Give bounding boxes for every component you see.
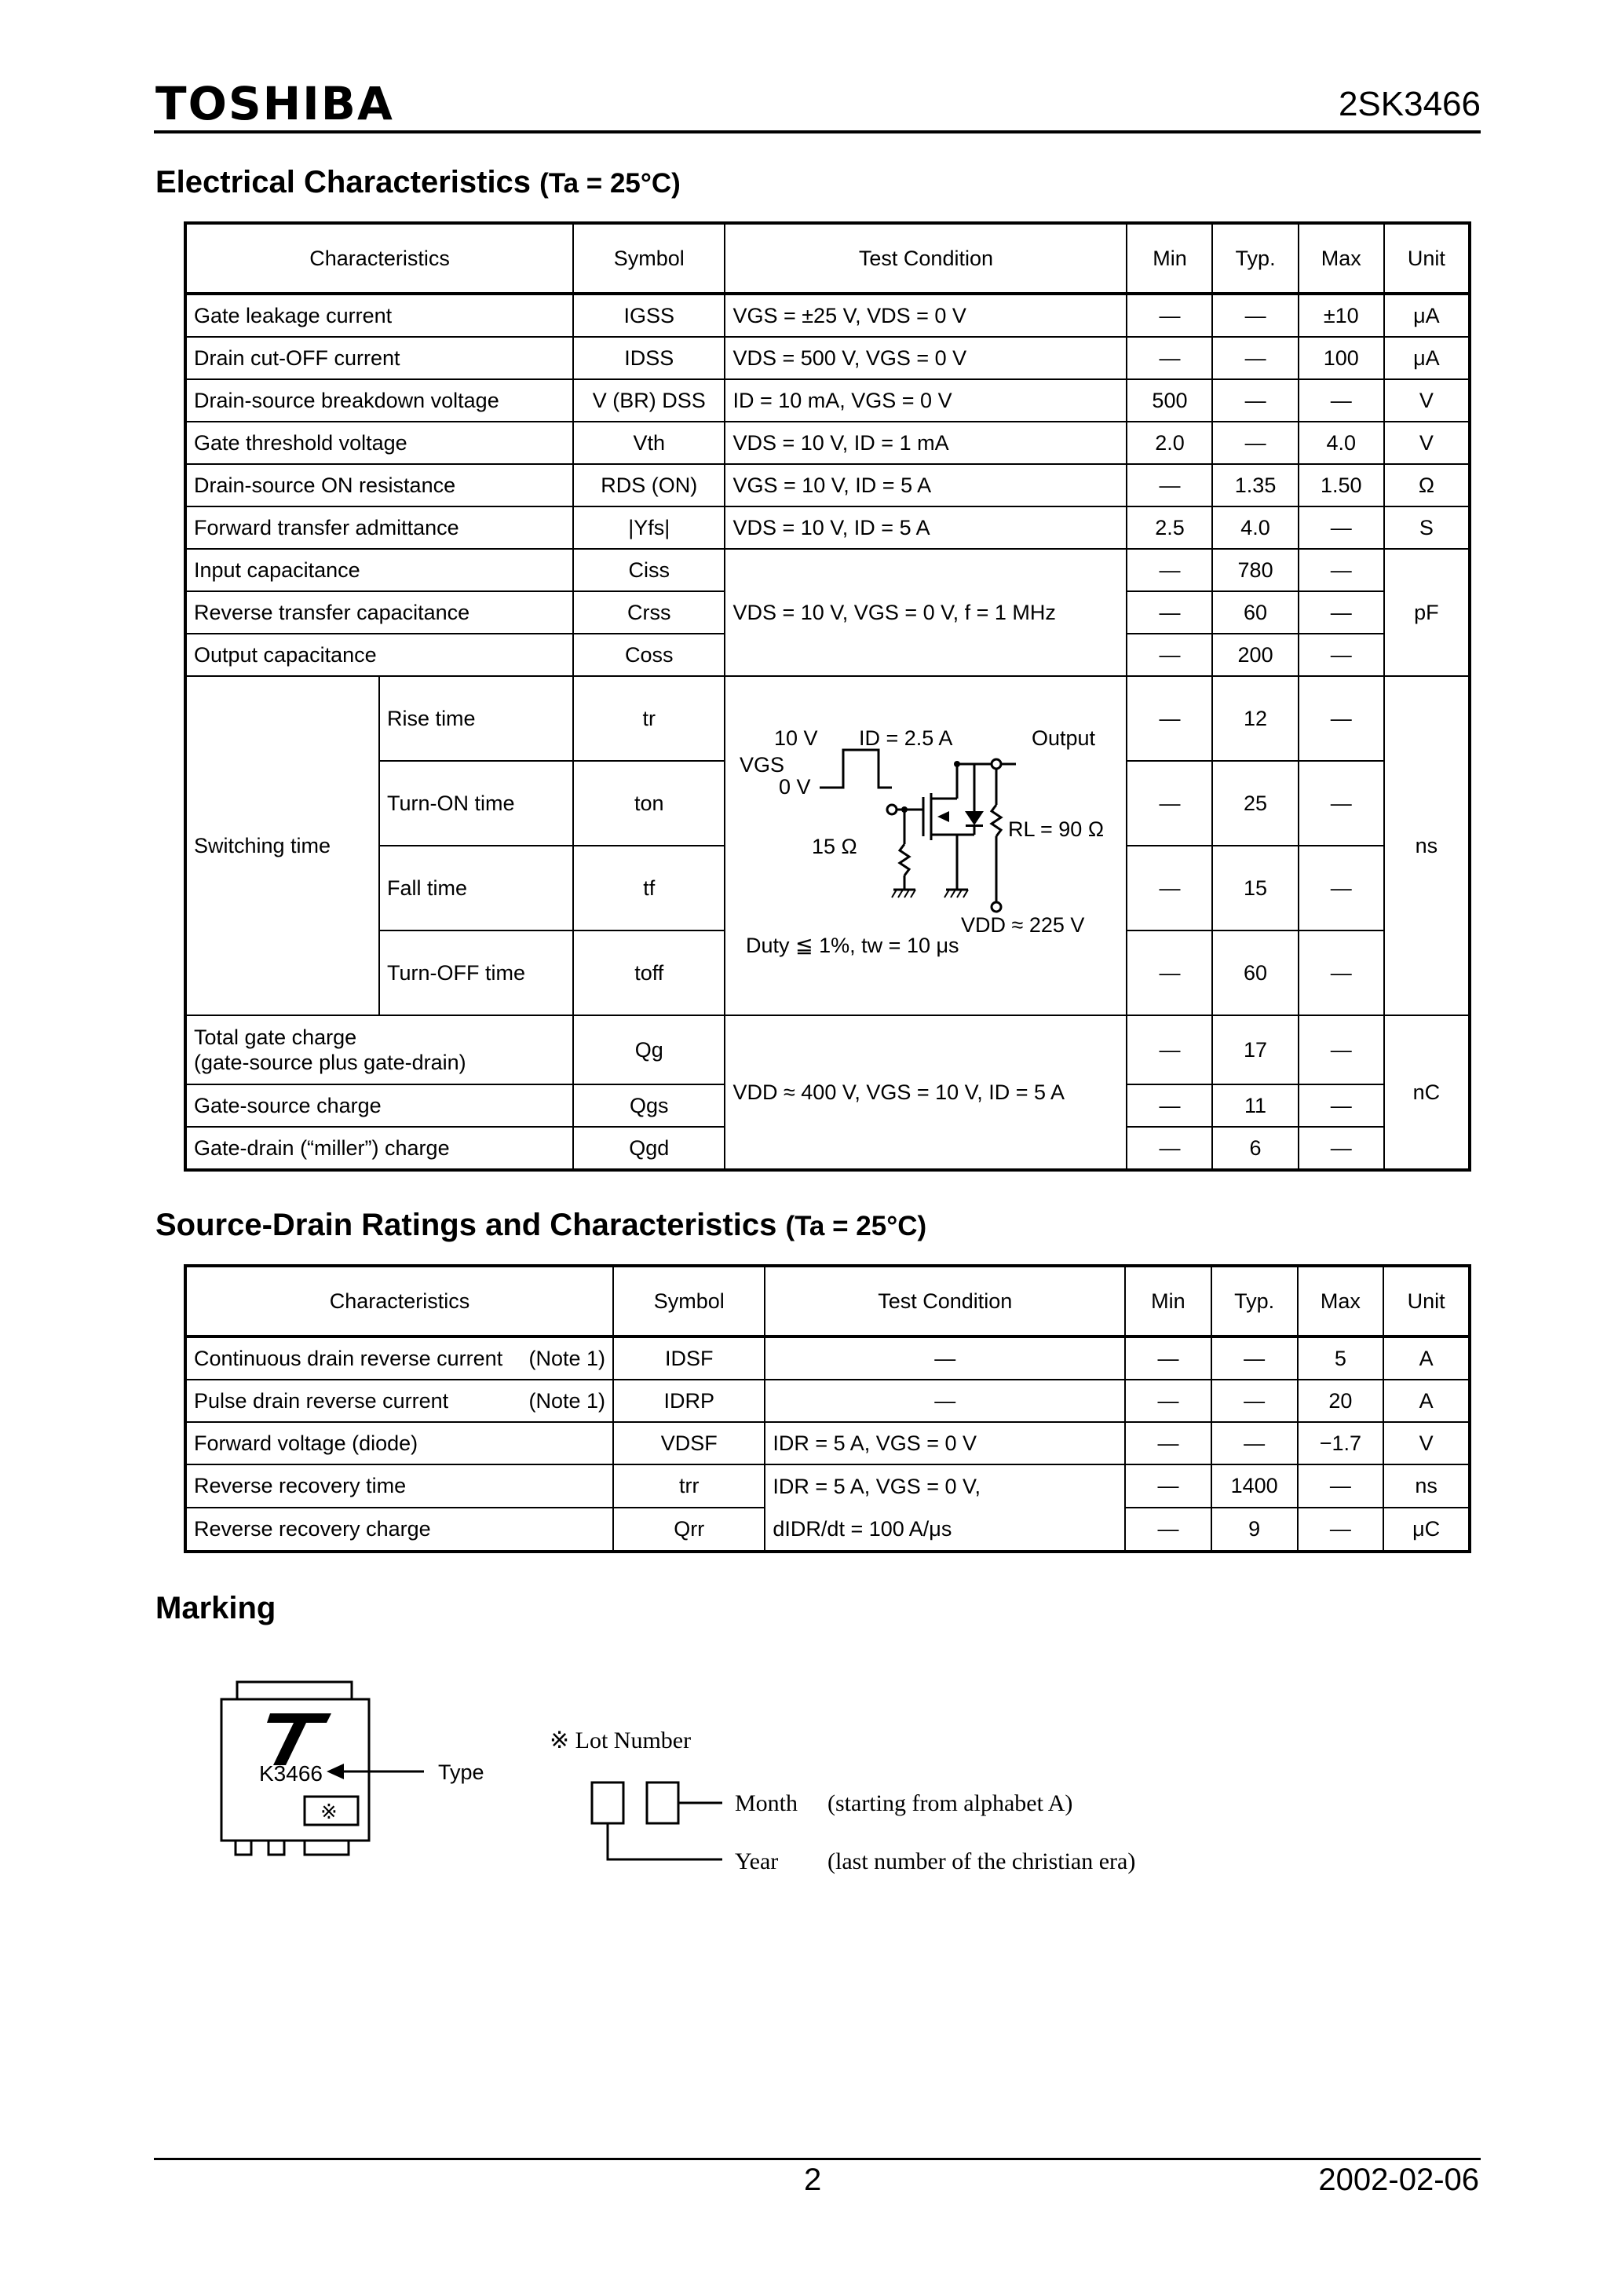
row-max: −1.7 (1298, 1422, 1384, 1464)
row-name: Turn-ON time (379, 761, 573, 846)
col-header: Max (1299, 223, 1384, 294)
row-note: (Note 1) (528, 1346, 606, 1370)
table-row (185, 1464, 1470, 1508)
row-name: Input capacitance (185, 549, 573, 591)
title-cond: (Ta = 25°C) (785, 1211, 927, 1241)
row-typ: 780 (1212, 549, 1298, 591)
row-symbol: ton (573, 761, 725, 846)
source-drain-table (184, 1264, 1471, 1553)
row-max: 20 (1298, 1380, 1384, 1422)
row-symbol: RDS (ON) (573, 464, 725, 506)
row-max: — (1299, 930, 1384, 1015)
circuit-rl-label: RL = 90 Ω (1008, 817, 1105, 841)
electrical-table (184, 221, 1471, 1172)
row-typ: 60 (1212, 930, 1298, 1015)
row-unit: A (1383, 1380, 1470, 1422)
row-cond-merged (765, 1464, 1125, 1552)
row-symbol: Coss (573, 634, 725, 676)
month-label: Month (735, 1790, 798, 1816)
col-header: Min (1125, 1266, 1211, 1336)
row-max: — (1299, 591, 1384, 634)
row-cond: — (765, 1336, 1125, 1380)
title-cond: (Ta = 25°C) (539, 168, 681, 199)
row-max: — (1299, 549, 1384, 591)
row-name-sub: (gate-source plus gate-drain) (194, 1051, 466, 1074)
row-name-cell (185, 1380, 613, 1422)
row-max: 100 (1299, 337, 1384, 379)
year-label: Year (735, 1848, 779, 1874)
col-header: Test Condition (765, 1266, 1125, 1336)
row-min: — (1125, 1336, 1211, 1380)
row-min: — (1125, 1422, 1211, 1464)
table-row (185, 1015, 1470, 1084)
type-arrow-head (327, 1764, 344, 1779)
row-max: — (1299, 379, 1384, 422)
row-symbol: Ciss (573, 549, 725, 591)
row-note: (Note 1) (528, 1388, 606, 1413)
row-typ: 6 (1212, 1127, 1298, 1170)
table-row (185, 1380, 1470, 1422)
row-symbol: Qrr (613, 1508, 765, 1552)
row-min: — (1127, 846, 1212, 930)
row-symbol: IDSS (573, 337, 725, 379)
row-name: Drain-source ON resistance (185, 464, 573, 506)
title-main: Electrical Characteristics (155, 165, 532, 199)
row-typ: — (1211, 1336, 1298, 1380)
row-unit: S (1384, 506, 1470, 549)
table-row (185, 294, 1470, 337)
circuit-vgs-label: VGS (740, 753, 785, 777)
row-min: — (1127, 1084, 1212, 1127)
col-header: Characteristics (185, 1266, 613, 1336)
row-name: Gate-drain (“miller”) charge (185, 1127, 573, 1170)
row-symbol: VDSF (613, 1422, 765, 1464)
table-header-row (185, 223, 1470, 294)
row-max: 5 (1298, 1336, 1384, 1380)
col-header: Typ. (1212, 223, 1298, 294)
row-max: — (1299, 761, 1384, 846)
row-max: — (1299, 1015, 1384, 1084)
row-min: — (1127, 1127, 1212, 1170)
header-rule (154, 130, 1481, 133)
row-max: 4.0 (1299, 422, 1384, 464)
circuit-output-label: Output (1032, 726, 1096, 750)
row-name: Forward transfer admittance (185, 506, 573, 549)
row-min: — (1127, 1015, 1212, 1084)
row-typ: — (1211, 1380, 1298, 1422)
row-name: Turn-OFF time (379, 930, 573, 1015)
row-min: — (1127, 761, 1212, 846)
table-row (185, 422, 1470, 464)
table-row (185, 506, 1470, 549)
row-max: ±10 (1299, 294, 1384, 337)
row-unit: pF (1384, 549, 1470, 676)
row-name: Gate threshold voltage (185, 422, 573, 464)
row-max: — (1299, 676, 1384, 761)
row-typ: — (1212, 379, 1298, 422)
row-max: — (1298, 1464, 1384, 1508)
row-min: — (1125, 1380, 1211, 1422)
row-typ: — (1212, 337, 1298, 379)
section-title-electrical (155, 165, 681, 200)
row-max: — (1298, 1508, 1384, 1552)
row-symbol: toff (573, 930, 725, 1015)
marking-lot-symbol: ※ (320, 1801, 338, 1824)
row-max: — (1299, 1084, 1384, 1127)
title-main: Source-Drain Ratings and Characteristics (155, 1208, 777, 1242)
table-row (185, 676, 1470, 761)
row-cond: VDS = 500 V, VGS = 0 V (725, 337, 1127, 379)
row-name: Rise time (379, 676, 573, 761)
col-header: Min (1127, 223, 1212, 294)
col-header: Unit (1383, 1266, 1470, 1336)
row-unit: μC (1383, 1508, 1470, 1552)
row-symbol: Qgs (573, 1084, 725, 1127)
row-name: Drain-source breakdown voltage (185, 379, 573, 422)
row-min: — (1125, 1508, 1211, 1552)
row-name: Total gate charge (194, 1026, 357, 1049)
row-typ: 15 (1212, 846, 1298, 930)
row-cond: VGS = ±25 V, VDS = 0 V (725, 294, 1127, 337)
row-cond: VGS = 10 V, ID = 5 A (725, 464, 1127, 506)
switching-circuit-cell (725, 676, 1127, 1015)
row-name-cell (185, 1336, 613, 1380)
col-header: Unit (1384, 223, 1470, 294)
table-row (185, 379, 1470, 422)
table-row (185, 1336, 1470, 1380)
toshiba-logo-icon (267, 1713, 331, 1765)
row-typ: 9 (1211, 1508, 1298, 1552)
row-name: Output capacitance (185, 634, 573, 676)
row-typ: 4.0 (1212, 506, 1298, 549)
row-unit: μA (1384, 337, 1470, 379)
row-cond: ID = 10 mA, VGS = 0 V (725, 379, 1127, 422)
table-row (185, 549, 1470, 591)
row-unit: nC (1384, 1015, 1470, 1170)
row-min: — (1125, 1464, 1211, 1508)
row-name: Forward voltage (diode) (185, 1422, 613, 1464)
row-typ: 200 (1212, 634, 1298, 676)
lot-number-label: ※ Lot Number (550, 1727, 692, 1753)
row-cond: VDS = 10 V, ID = 5 A (725, 506, 1127, 549)
col-header: Test Condition (725, 223, 1127, 294)
col-header: Max (1298, 1266, 1384, 1336)
row-unit: μA (1384, 294, 1470, 337)
year-desc: (last number of the christian era) (827, 1848, 1136, 1874)
row-name: Gate-source charge (185, 1084, 573, 1127)
circuit-vdd-label: VDD ≈ 225 V (961, 913, 1085, 937)
switching-group-name: Switching time (185, 676, 379, 1015)
row-typ: 1400 (1211, 1464, 1298, 1508)
row-min: — (1127, 337, 1212, 379)
row-symbol: trr (613, 1464, 765, 1508)
row-cond: VDS = 10 V, VGS = 0 V, f = 1 MHz (725, 549, 1127, 676)
row-symbol: V (BR) DSS (573, 379, 725, 422)
footer-date: 2002-02-06 (1318, 2163, 1479, 2197)
row-min: 2.0 (1127, 422, 1212, 464)
table-row (185, 1422, 1470, 1464)
col-header: Symbol (613, 1266, 765, 1336)
row-typ: 11 (1212, 1084, 1298, 1127)
row-max: — (1299, 1127, 1384, 1170)
row-unit: ns (1383, 1464, 1470, 1508)
table-header-row (185, 1266, 1470, 1336)
row-typ: — (1211, 1422, 1298, 1464)
row-min: — (1127, 294, 1212, 337)
row-name-two-line (185, 1015, 573, 1084)
row-typ: — (1212, 294, 1298, 337)
section-title-marking: Marking (155, 1591, 276, 1625)
row-symbol: IGSS (573, 294, 725, 337)
row-max: — (1299, 634, 1384, 676)
row-name: Reverse recovery charge (185, 1508, 613, 1552)
col-header: Typ. (1211, 1266, 1298, 1336)
row-typ: 60 (1212, 591, 1298, 634)
row-cond: IDR = 5 A, VGS = 0 V (765, 1422, 1125, 1464)
circuit-rg-label: 15 Ω (812, 835, 858, 858)
row-symbol: IDRP (613, 1380, 765, 1422)
row-name: Fall time (379, 846, 573, 930)
row-max: — (1299, 846, 1384, 930)
switching-test-circuit (725, 679, 1126, 1012)
page-number: 2 (804, 2163, 822, 2197)
circuit-vgs-low: 0 V (779, 775, 811, 799)
type-label: Type (438, 1760, 484, 1784)
circuit-vgs-high: 10 V (774, 726, 818, 750)
marking-diagram (212, 1673, 1311, 1877)
section-title-source-drain (155, 1208, 926, 1243)
row-cond: dIDR/dt = 100 A/μs (773, 1517, 952, 1541)
row-min: — (1127, 549, 1212, 591)
circuit-duty-label: Duty ≦ 1%, tw = 10 μs (746, 934, 959, 957)
col-header: Symbol (573, 223, 725, 294)
row-symbol: Vth (573, 422, 725, 464)
row-symbol: |Yfs| (573, 506, 725, 549)
footer-rule (154, 2158, 1481, 2160)
row-min: — (1127, 464, 1212, 506)
row-typ: 25 (1212, 761, 1298, 846)
circuit-id-label: ID = 2.5 A (859, 726, 953, 750)
row-unit: ns (1384, 676, 1470, 1015)
row-name: Pulse drain reverse current (194, 1388, 449, 1413)
row-min: — (1127, 676, 1212, 761)
row-typ: 1.35 (1212, 464, 1298, 506)
row-name: Drain cut-OFF current (185, 337, 573, 379)
col-header: Characteristics (185, 223, 573, 294)
row-name: Continuous drain reverse current (194, 1346, 503, 1370)
row-cond: — (765, 1380, 1125, 1422)
row-typ: 17 (1212, 1015, 1298, 1084)
table-row (185, 337, 1470, 379)
row-unit: V (1383, 1422, 1470, 1464)
row-typ: 12 (1212, 676, 1298, 761)
row-unit: V (1384, 422, 1470, 464)
marking-type-code: K3466 (259, 1761, 323, 1786)
row-cond: IDR = 5 A, VGS = 0 V, (773, 1475, 981, 1498)
row-unit: A (1383, 1336, 1470, 1380)
row-min: 2.5 (1127, 506, 1212, 549)
row-min: — (1127, 634, 1212, 676)
row-min: 500 (1127, 379, 1212, 422)
table-row (185, 464, 1470, 506)
row-min: — (1127, 930, 1212, 1015)
row-max: — (1299, 506, 1384, 549)
row-max: 1.50 (1299, 464, 1384, 506)
row-unit: V (1384, 379, 1470, 422)
row-symbol: Qg (573, 1015, 725, 1084)
row-cond: VDS = 10 V, ID = 1 mA (725, 422, 1127, 464)
row-cond: VDD ≈ 400 V, VGS = 10 V, ID = 5 A (725, 1015, 1127, 1170)
row-symbol: tf (573, 846, 725, 930)
row-name: Gate leakage current (185, 294, 573, 337)
row-symbol: Crss (573, 591, 725, 634)
month-desc: (starting from alphabet A) (827, 1790, 1073, 1816)
part-number: 2SK3466 (1338, 85, 1481, 123)
brand-logo-text: TOSHIBA (155, 77, 394, 130)
row-unit: Ω (1384, 464, 1470, 506)
row-symbol: Qgd (573, 1127, 725, 1170)
row-min: — (1127, 591, 1212, 634)
row-name: Reverse recovery time (185, 1464, 613, 1508)
row-typ: — (1212, 422, 1298, 464)
row-name: Reverse transfer capacitance (185, 591, 573, 634)
row-symbol: IDSF (613, 1336, 765, 1380)
row-symbol: tr (573, 676, 725, 761)
